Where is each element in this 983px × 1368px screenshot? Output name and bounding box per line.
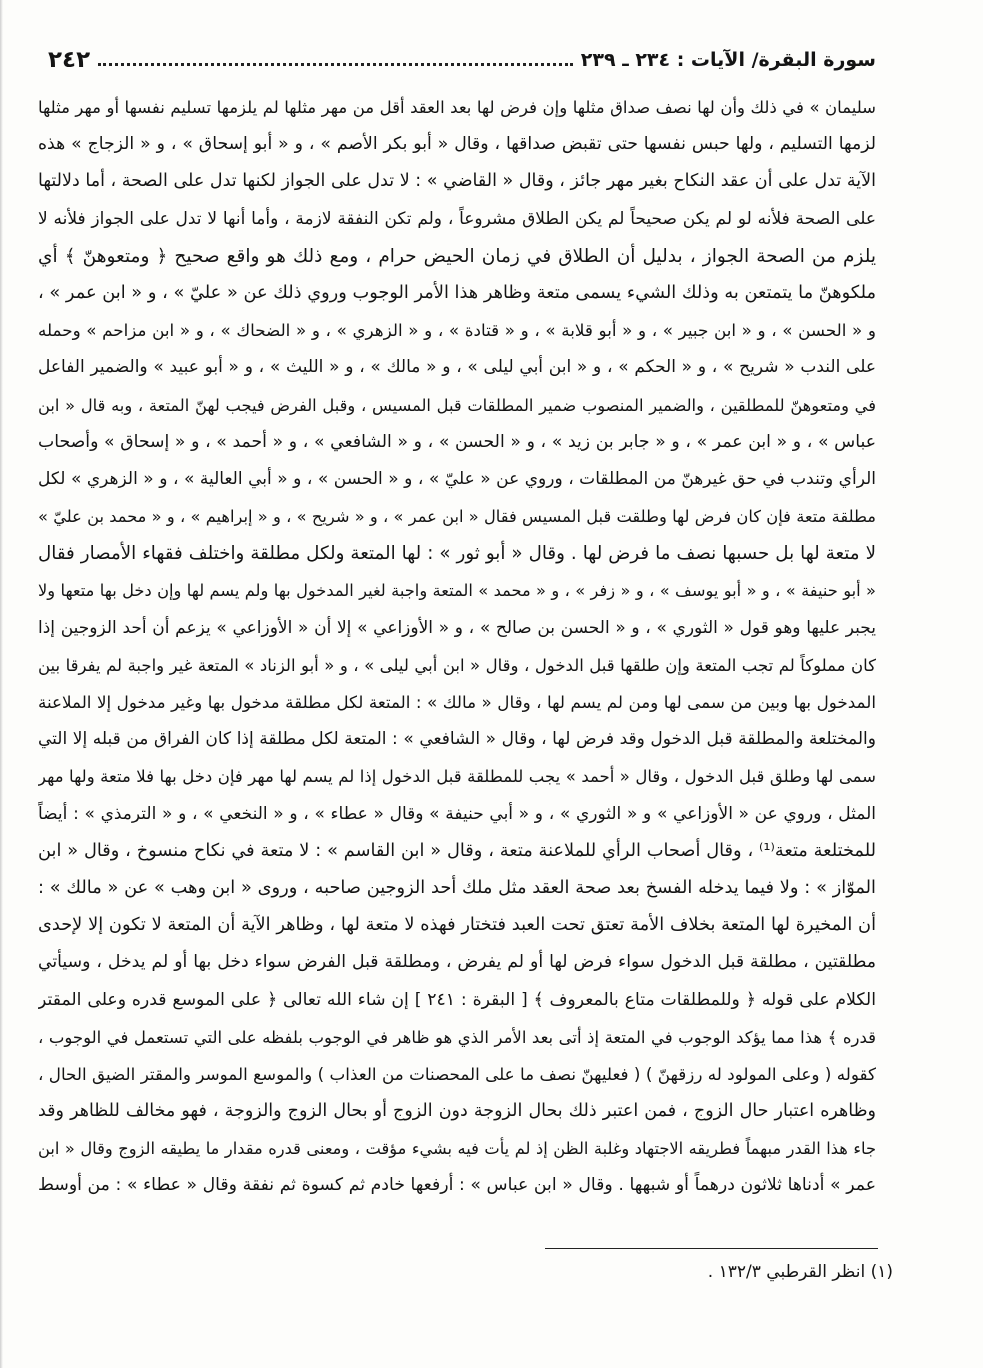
text-line: لا متعة لها بل حسبها نصف ما فرض لها . وقال « أبو ثور » : لها المتعة ولكل مطلقة واختلف فقهاء الأمصار فقال: [38, 543, 876, 565]
text-line: للمختلعة متعة⁽¹⁾ ، وقال أصحاب الرأي للملاعنة متعة ، وقال « ابن القاسم » : لا متعة في نكاح منسوخ ، وقال « ابن: [38, 840, 876, 861]
text-line: مطلقتين ، مطلقة قبل الدخول سواء فرض لها أو لم يفرض ، ومطلقة قبل الفرض سواء دخل بها أو لم يدخل ، وسيأتي: [38, 952, 876, 973]
page-number: ٢٤٢: [48, 47, 91, 73]
text-line: الكلام على قوله ﴿ وللمطلقات متاع بالمعروف ﴾ [ البقرة : ٢٤١ ] إن شاء الله تعالى ﴿ على الموسع قدره وعلى المقتر: [38, 989, 876, 1010]
body-text: [38, 89, 876, 1205]
text-line: « أبو حنيفة » ، و « أبو يوسف » ، و « زفر » ، و « محمد » المتعة واجبة لغير المدخول بها ولم يسم لها وإن دخل بها متعها ولا: [38, 581, 876, 601]
text-line: عمر » أدناها ثلاثون درهماً أو شبهها . وقال « ابن عباس » : أرفعها خادم ثم كسوة ثم نفقة وقال « عطاء » : من أوسط: [38, 1175, 876, 1196]
text-line: المدخول بها وبين من سمى لها ومن لم يسم لها ، وقال « مالك » : المتعة لكل مطلقة مدخول بها وغير مدخول إلا الملاعنة: [38, 692, 876, 712]
text-line: أن المخيرة لها المتعة بخلاف الأمة تعتق تحت العبد فتختار فهذه لا متعة لها ، وظاهر الآية أن المتعة لا تكون إلا لإحدى: [38, 915, 876, 936]
text-line: الآية تدل على أن عقد النكاح بغير مهر جائز ، وقال « القاضي » : لا تدل على الجواز لكنها تدل على الصحة ، أما دلالتها: [38, 171, 876, 192]
footnote-divider: [545, 1248, 878, 1249]
text-line: كان مملوكاً لم تجب المتعة وإن طلقها قبل الدخول ، وقال « ابن أبي ليلى » ، و « أبو الزناد » المتعة غير واجبة لم يفرقا بين: [38, 655, 876, 675]
text-line: و « الحسن » ، و « ابن جبير » ، و « أبو قلابة » ، و « قتادة » ، و « الزهري » ، و « الضحاك » ، و « ابن مزاحم » وحمله: [38, 320, 876, 341]
text-line: وظاهره اعتبار حال الزوج ، فمن اعتبر ذلك بحال الزوجة دون الزوج أو بحال الزوج والزوجة ، فهو مخالف للظاهر وقد: [38, 1101, 876, 1122]
header-dotted-leader: [98, 63, 573, 66]
text-line: ملكوهنّ ما يتمتعن به وذلك الشيء يسمى متعة وظاهر هذا الأمر الوجوب وروي ذلك عن « عليّ » ، و « ابن عمر » ،: [38, 282, 876, 303]
text-line: سمى لها وطلق قبل الدخول ، وقال « أحمد » يجب للمطلقة قبل الدخول إذا لم يسم لها مهر فإن دخل بها فلا متعة ولها مهر: [38, 767, 876, 787]
page-edge-shadow: [0, 0, 3, 1368]
text-line: يلزم من الصحة الجواز ، بدليل أن الطلاق في زمان الحيض حرام ، ومع ذلك هو واقع صحيح ﴿ ومتعوهنّ ﴾ أي: [38, 245, 876, 267]
text-line: الموّاز » : ولا فيما يدخله الفسخ بعد صحة العقد مثل ملك أحد الزوجين صاحبه ، وروى « ابن وهب » عن « مالك » :: [38, 877, 876, 898]
text-line: المثل ، وروي عن « الأوزاعي » و « الثوري » ، و « أبي حنيفة » وقال « عطاء » ، و « النخعي » ، و « الترمذي » : أيضاً: [38, 803, 876, 824]
text-line: لزمها التسليم ، ولها حبس نفسها حتى تقبض صداقها ، وقال « أبو بكر الأصم » ، و « أبو إسحاق » ، و « الزجاج » هذه: [38, 134, 876, 155]
page-header: [38, 42, 876, 78]
text-line: على الندب « شريح » ، و « الحكم » ، و « ابن أبي ليلى » ، و « مالك » ، و « الليث » ، و « أبو عبيد » والضمير الفاعل: [38, 357, 876, 378]
text-line: سليمان » في ذلك وأن لها نصف صداق مثلها وإن فرض لها بعد العقد أقل من مهر مثلها لم يلزمها تسليم نفسها أو مهر مثلها: [38, 98, 876, 117]
text-line: يجبر عليها وهو قول « الثوري » ، و « الحسن بن صالح » ، و « الأوزاعي » إلا أن « الأوزاعي » يزعم أن أحد الزوجين إذا: [38, 617, 876, 638]
footnote: (١) انظر القرطبي ١٣٢/٣ .: [707, 1262, 893, 1282]
text-line: جاء هذا القدر مبهماً فطريقه الاجتهاد وغلبة الظن إذ لم يأت فيه بشيء مؤقت ، ومعنى قدره مقدار ما يطيقه الزوج وقال « ابن: [38, 1139, 876, 1159]
text-line: في ومتعوهنّ للمطلقين ، والضمير المنصوب ضمير المطلقات قبل المسيس ، وقبل الفرض فيجب لهنّ المتعة ، وبه قال « ابن: [38, 395, 876, 415]
text-line: والمختلعة والمطلقة قبل الدخول وقد فرض لها ، وقال « الشافعي » : المتعة لكل مطلقة إذا كان الفراق من قبله إلا التي: [38, 729, 876, 750]
text-line: قدره ﴾ هذا مما يؤكد الوجوب في المتعة إذ أتى بعد الأمر الذي هو ظاهر في الوجوب بلفظه على التي تستعمل في الوجوب ،: [38, 1027, 876, 1047]
text-line: كقوله ( وعلى المولود له رزقهنّ ) ( فعليهنّ نصف ما على المحصنات من العذاب ) والموسع الموسر والمقتر الضيق الحال ،: [38, 1063, 876, 1084]
text-line: على الصحة فلأنه لو لم يكن صحيحاً لم يكن الطلاق مشروعاً ، ولم تكن النفقة لازمة ، وأما أنها لا تدل على الجواز فلأنه لا: [38, 208, 876, 229]
text-line: الرأي وتندب في حق غيرهنّ من المطلقات ، وروي عن « عليّ » ، و « الحسن » ، و « أبي العالية » ، و « الزهري » لكل: [38, 468, 876, 489]
text-line: مطلقة متعة فإن كان فرض لها وطلقت قبل المسيس فقال « ابن عمر » ، و « شريح » ، و « إبراهيم » ، و « محمد بن عليّ »: [38, 507, 876, 527]
running-title: سورة البقرة/ الآيات : ٢٣٤ ـ ٢٣٩: [580, 49, 876, 71]
text-line: عباس » ، و « ابن عمر » ، و « جابر بن زيد » ، و « الحسن » ، و « الشافعي » ، و « أحمد » ، و « إسحاق » وأصحاب: [38, 431, 876, 452]
